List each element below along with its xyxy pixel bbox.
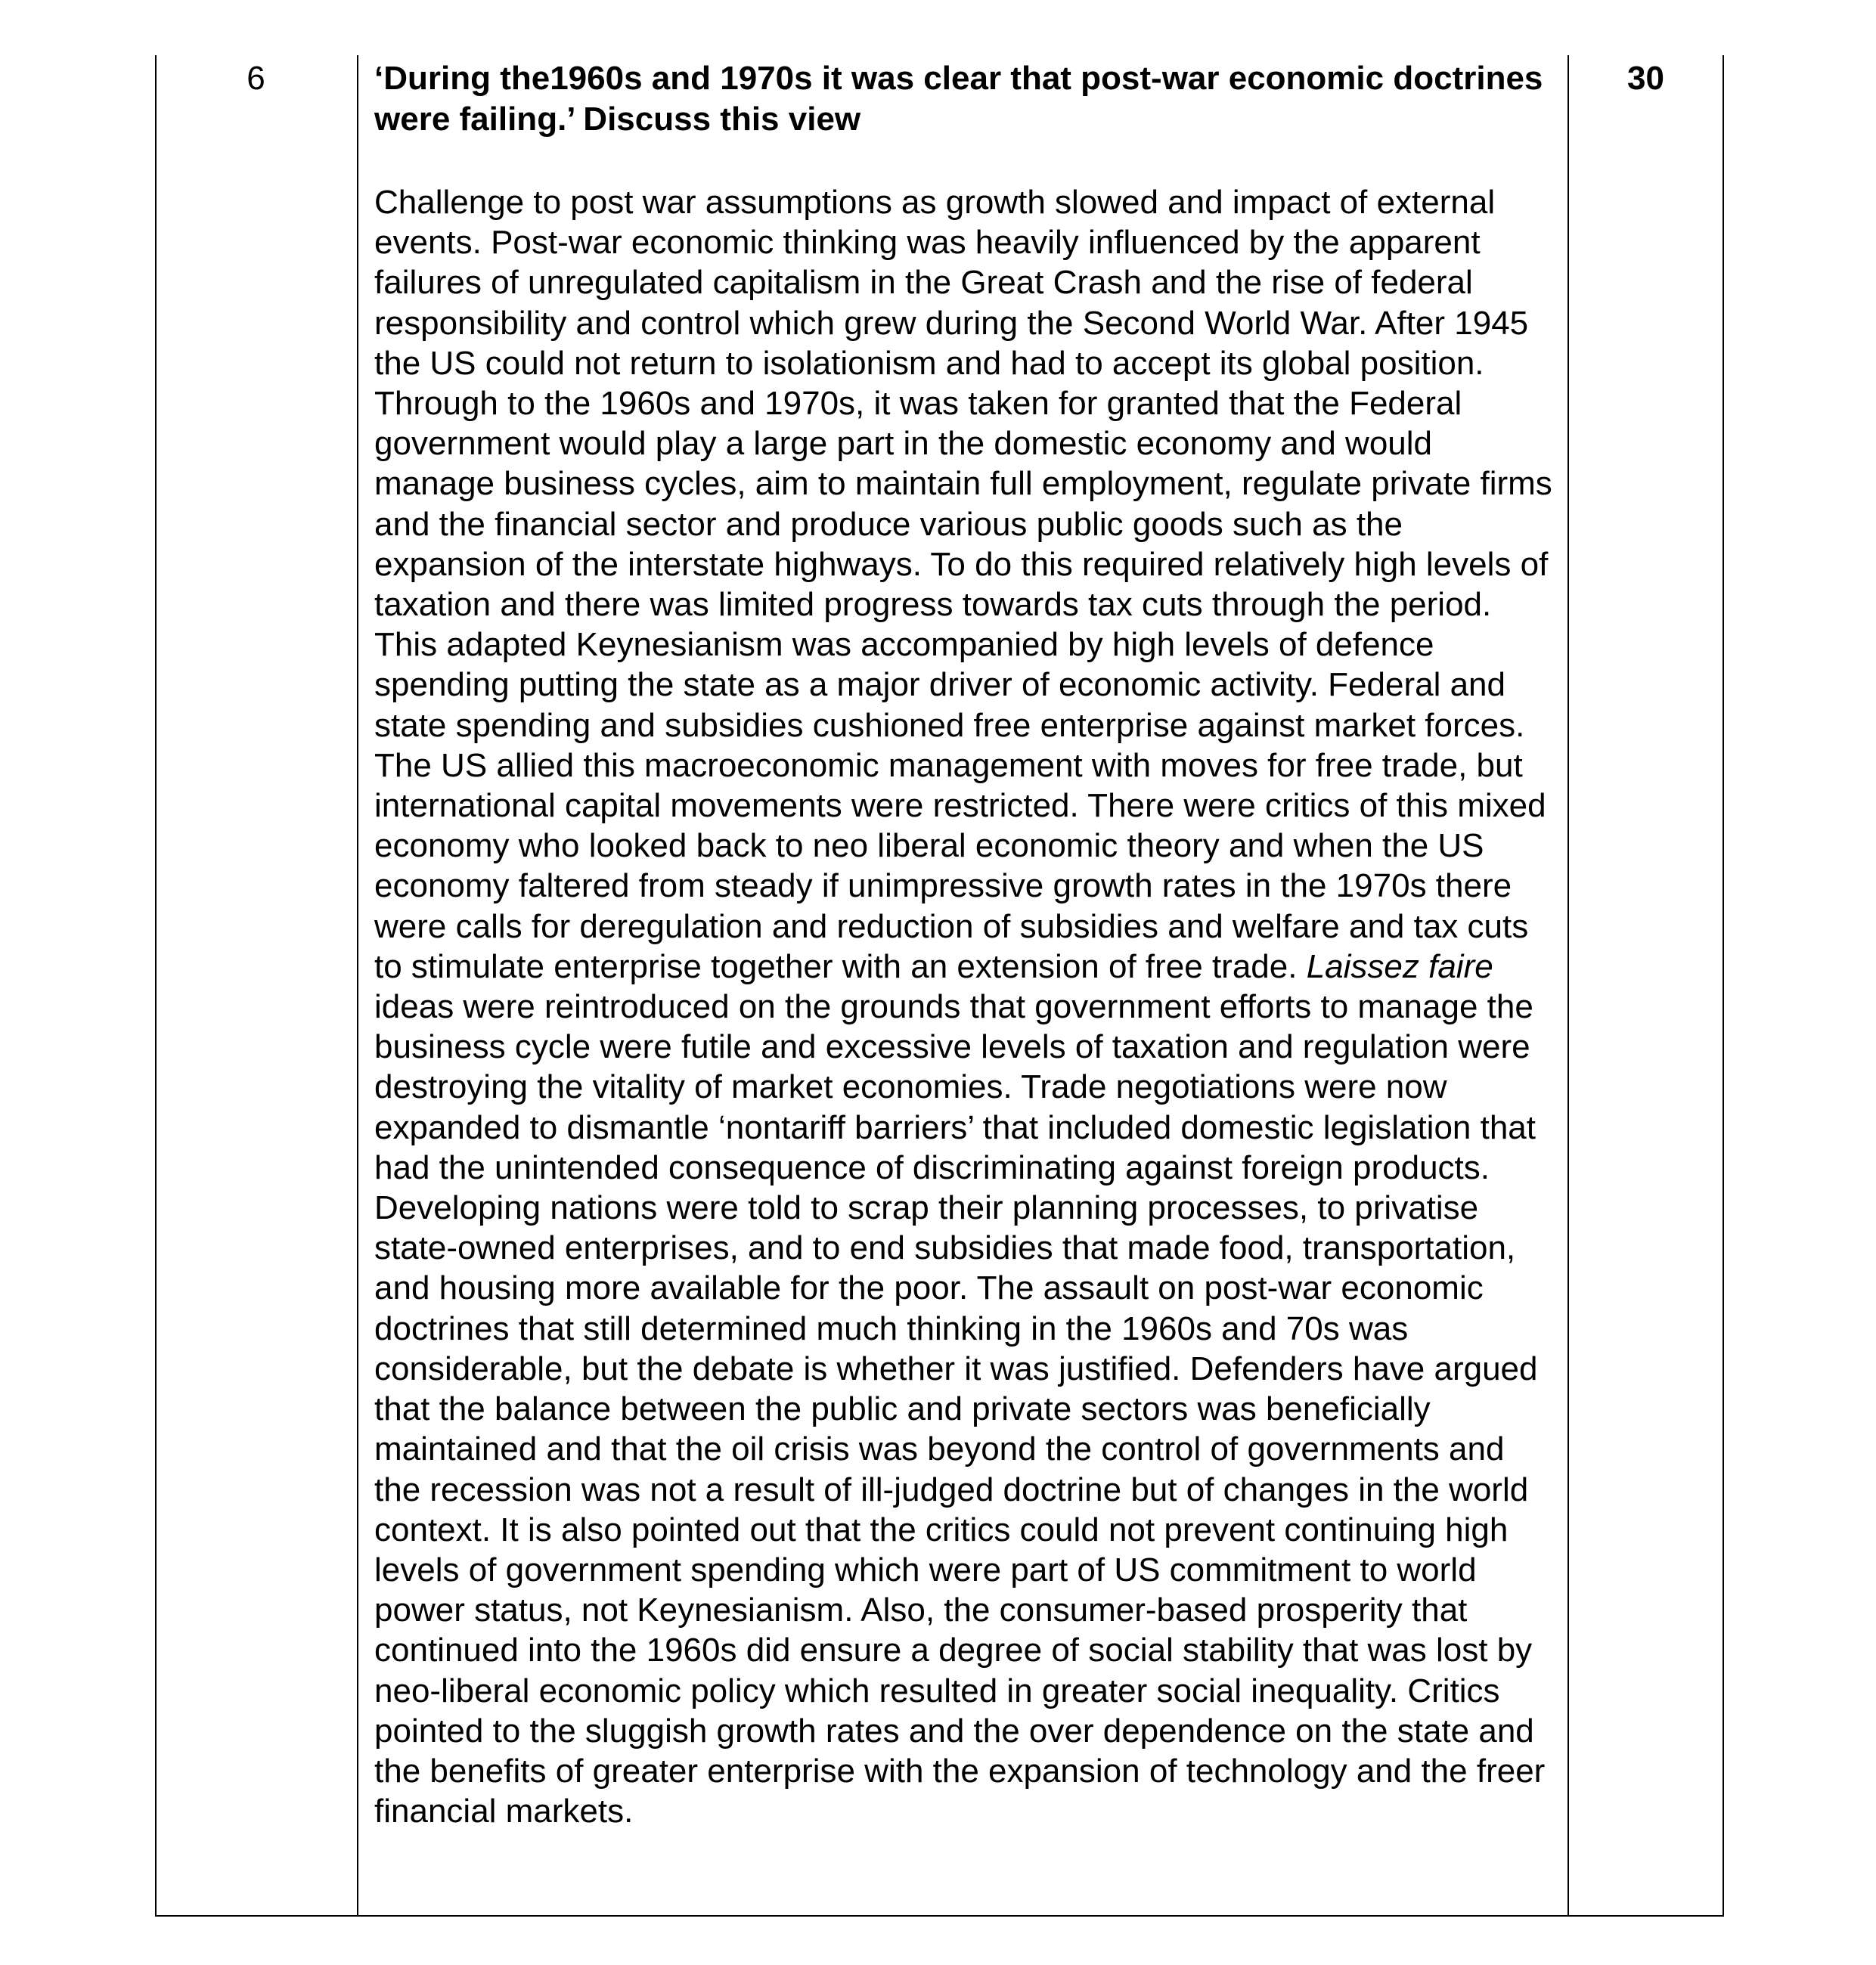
question-content — [374, 58, 1554, 1831]
table-border-bottom — [155, 1915, 1724, 1917]
question-number: 6 — [247, 60, 265, 97]
question-marks: 30 — [1627, 60, 1664, 97]
mark-scheme-table — [155, 55, 1724, 1917]
indicative-content — [374, 182, 1554, 1831]
table-divider-2 — [1567, 55, 1569, 1917]
table-border-right — [1723, 55, 1724, 1917]
table-divider-1 — [357, 55, 358, 1917]
answer-text-part-2: ideas were reintroduced on the grounds that government efforts to manage the business cycle were futile and excessive levels of taxation and regulation were destroying the vitality of market economies. Trade negotiations were now expanded to dismantle ‘nontariff barriers’ that included domestic legislation that had the unintended consequence of discriminating against foreign products. Developing nations were told to scrap their planning processes, to privatise state-owned enterprises, and to end subsidies that made food, transportation, and housing more available for the poor. The assault on post-war economic doctrines that still determined much thinking in the 1960s and 70s was considerable, but the debate is whether it was justified. Defenders have argued that the balance between the public and private sectors was beneficially maintained and that the oil crisis was beyond the control of governments and the recession was not a result of ill-judged doctrine but of changes in the world context. It is also pointed out that the critics could not prevent continuing high levels of government spending which were part of US commitment to world power status, not Keynesianism. Also, the consumer-based prosperity that continued into the 1960s did ensure a degree of social stability that was lost by neo-liberal economic policy which resulted in greater social inequality. Critics pointed to the sluggish growth rates and the over dependence on the state and the benefits of greater enterprise with the expansion of technology and the freer financial markets. — [374, 988, 1546, 1830]
question-title: ‘During the1960s and 1970s it was clear that post-war economic doctrines were failing.’ Discuss this view — [374, 60, 1543, 138]
answer-text-italic: Laissez faire — [1306, 947, 1493, 985]
answer-text-part-1: Challenge to post war assumptions as growth slowed and impact of external events. Post-war economic thinking was heavily influenced by the apparent failures of unregulated capitalism in the Great Crash and the rise of federal responsibility and control which grew during the Second World War. After 1945 the US could not return to isolationism and had to accept its global position. Through to the 1960s and 1970s, it was taken for granted that the Federal government would play a large part in the domestic economy and would manage business cycles, aim to maintain full employment, regulate private firms and the financial sector and produce various public goods such as the expansion of the interstate highways. To do this required relatively high levels of taxation and there was limited progress towards tax cuts through the period. This adapted Keynesianism was accompanied by high levels of defence spending putting the state as a major driver of economic activity. Federal and state spending and subsidies cushioned free enterprise against market forces. The US allied this macroeconomic management with moves for free trade, but international capital movements were restricted. There were critics of this mixed economy who looked back to neo liberal economic theory and when the US economy faltered from steady if unimpressive growth rates in the 1970s there were calls for deregulation and reduction of subsidies and welfare and tax cuts to stimulate enterprise together with an extension of free trade. — [374, 184, 1552, 985]
table-border-left — [155, 55, 157, 1917]
